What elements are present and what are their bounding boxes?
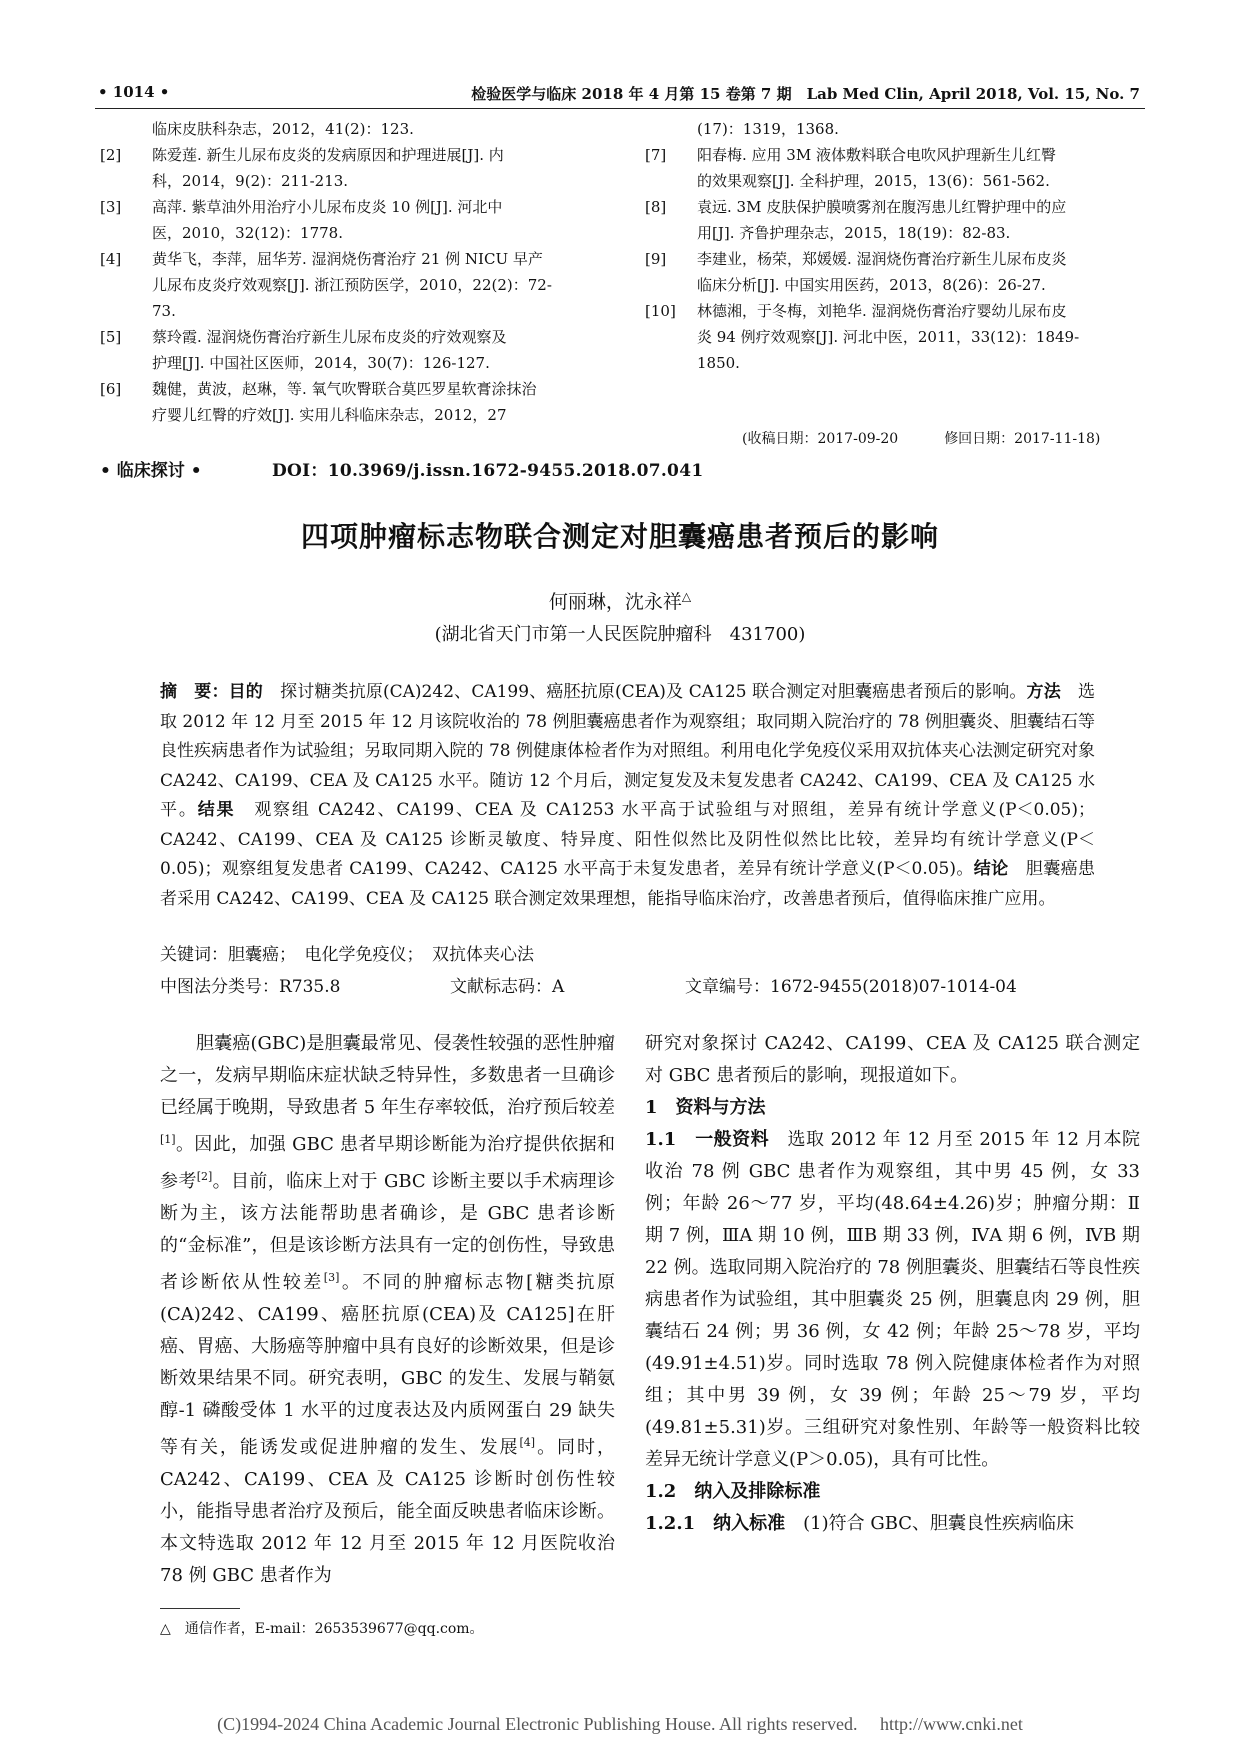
affiliation: (湖北省天门市第一人民医院肿瘤科 431700) <box>434 624 806 645</box>
reference-text: 阳春梅. 应用 3M 液体敷料联合电吹风护理新生儿红臀 <box>697 146 1056 164</box>
footnote <box>160 1618 484 1638</box>
reference-number <box>100 350 152 376</box>
reference-line <box>645 246 1145 272</box>
reference-number <box>100 298 152 324</box>
page-number: • 1014 • <box>98 83 170 101</box>
intro-text-2: 。因此，加强 GBC 患者早期诊断能为治疗提供依据和参考 <box>160 1134 615 1192</box>
conclusion-label: 结论 <box>973 859 1009 879</box>
references-right <box>645 116 1145 376</box>
reference-number: [2] <box>100 146 122 164</box>
footnote-mark: △ <box>160 1621 171 1637</box>
reference-number: [9] <box>645 250 667 268</box>
intro-text-4: 。不同的肿瘤标志物[糖类抗原(CA)242、CA199、癌胚抗原(CEA)及 CA125]在肝癌、胃癌、大肠癌等肿瘤中具有良好的诊断效果，但是诊断效果结果不同。研究表明，GBC 的发生、发展与鞘氨醇-1 磷酸受体 1 水平的过度表达及内质网蛋白 29 缺失等有关，能诱发或促进肿瘤的发生、发展 <box>160 1272 615 1458</box>
reference-line <box>100 298 620 324</box>
reference-text: 科，2014，9(2)：211-213. <box>152 172 349 190</box>
received-date: (收稿日期：2017-09-20 <box>742 431 899 447</box>
reference-line <box>645 220 1145 246</box>
body-left-column <box>160 1028 615 1592</box>
body-right-column <box>645 1028 1140 1540</box>
copyright-notice: (C)1994-2024 China Academic Journal Electronic Publishing House. All rights reserved. http://www.cnki.net <box>217 1714 1023 1734</box>
reference-text: 儿尿布皮炎疗效观察[J]. 浙江预防医学，2010，22(2)：72- <box>152 276 552 294</box>
reference-text: 1850. <box>697 354 740 372</box>
citation-3: [3] <box>323 1271 340 1284</box>
section-1-1-text: 选取 2012 年 12 月至 2015 年 12 月本院收治 78 例 GBC 患者作为观察组，其中男 45 例，女 33 例；年龄 26～77 岁，平均(48.64±4.26)岁；肿瘤分期：Ⅱ期 7 例，ⅢA 期 10 例，ⅢB 期 33 例，ⅣA 期 6 例，ⅣB 期 22 例。选取同期入院治疗的 78 例胆囊炎、胆囊结石等良性疾病患者作为试验组，其中胆囊炎 25 例，胆囊息肉 29 例，胆囊结石 24 例；男 36 例，女 42 例；年龄 25～78 岁，平均(49.91±4.51)岁。同时选取 78 例入院健康体检者作为对照组；其中男 39 例，女 39 例；年龄 25～79 岁，平均(49.81±5.31)岁。三组研究对象性别、年龄等一般资料比较差异无统计学意义(P＞0.05)，具有可比性。 <box>645 1129 1140 1470</box>
reference-line <box>645 168 1145 194</box>
reference-line <box>100 246 620 272</box>
reference-line <box>645 350 1145 376</box>
corresponding-mark: △ <box>681 589 692 604</box>
reference-text: 魏健，黄波，赵琳，等. 氧气吹臀联合莫匹罗星软膏涂抹治 <box>152 380 537 398</box>
reference-text: 的效果观察[J]. 全科护理，2015，13(6)：561-562. <box>697 172 1050 190</box>
results-label: 结果 <box>197 800 236 820</box>
reference-number: [10] <box>645 302 676 320</box>
column-label: • 临床探讨 • <box>100 461 202 481</box>
reference-line <box>645 142 1145 168</box>
reference-text: 用[J]. 齐鲁护理杂志，2015，18(19)：82-83. <box>697 224 1011 242</box>
reference-text: 蔡玲霞. 湿润烧伤膏治疗新生儿尿布皮炎的疗效观察及 <box>152 328 507 346</box>
reference-number <box>100 168 152 194</box>
authors <box>0 587 1240 614</box>
objective-label: 目的 <box>228 682 263 702</box>
reference-line <box>100 220 620 246</box>
reference-number: [6] <box>100 380 122 398</box>
reference-line <box>100 168 620 194</box>
reference-text: 临床皮肤科杂志，2012，41(2)：123. <box>152 120 414 138</box>
reference-number: [7] <box>645 146 667 164</box>
reference-text: 73. <box>152 302 176 320</box>
reference-text: 临床分析[J]. 中国实用医药，2013，8(26)：26-27. <box>697 276 1046 294</box>
intro-text-5: 。同时，CA242、CA199、CEA 及 CA125 诊断时创伤性较小，能指导患者治疗及预后，能全面反映患者临床诊断。本文特选取 2012 年 12 月至 2015 年 12 月医院收治 78 例 GBC 患者作为 <box>160 1437 616 1586</box>
reference-line <box>100 402 620 428</box>
article-title: 四项肿瘤标志物联合测定对胆囊癌患者预后的影响 <box>300 520 939 553</box>
section-1-2-1-heading: 1.2.1 纳入标准 <box>645 1513 786 1534</box>
reference-line <box>100 142 620 168</box>
classification-number: 中图法分类号：R735.8 <box>160 977 341 997</box>
section-1-2-heading: 1.2 纳入及排除标准 <box>645 1481 821 1502</box>
reference-number <box>100 402 152 428</box>
reference-line <box>100 324 620 350</box>
reference-line <box>100 350 620 376</box>
reference-text: 李建业，杨荣，郑媛媛. 湿润烧伤膏治疗新生儿尿布皮炎 <box>697 250 1067 268</box>
reference-number <box>645 220 697 246</box>
reference-number <box>100 272 152 298</box>
reference-number <box>100 220 152 246</box>
footnote-text: 通信作者，E-mail：2653539677@qq.com。 <box>170 1621 484 1637</box>
section-1-2-1 <box>645 1508 1140 1540</box>
reference-line <box>645 298 1145 324</box>
reference-number <box>100 116 152 142</box>
objective-text: 探讨糖类抗原(CA)242、CA199、癌胚抗原(CEA)及 CA125 联合测定对胆囊癌患者预后的影响。 <box>262 682 1027 702</box>
section-1-heading: 1 资料与方法 <box>645 1097 766 1118</box>
keywords: 关键词：胆囊癌； 电化学免疫仪； 双抗体夹心法 <box>160 945 534 965</box>
reference-text: 黄华飞，李萍，屈华芳. 湿润烧伤膏治疗 21 例 NICU 早产 <box>152 250 543 268</box>
intro-text-3: 。目前，临床上对于 GBC 诊断主要以手术病理诊断为主，该方法能帮助患者确诊，是 GBC 患者诊断的“金标准”，但是该诊断方法具有一定的创伤性，导致患者诊断依从性较差 <box>160 1171 615 1293</box>
article-number: 文章编号：1672-9455(2018)07-1014-04 <box>685 977 1017 997</box>
references-left <box>100 116 620 428</box>
reference-text: 医，2010，32(12)：1778. <box>152 224 343 242</box>
reference-number: [8] <box>645 198 667 216</box>
header-rule <box>95 108 1145 109</box>
methods-text: 选取 2012 年 12 月至 2015 年 12 月该院收治的 78 例胆囊癌患者作为观察组；取同期入院治疗的 78 例胆囊炎、胆囊结石等良性疾病患者作为试验组；另取同期入院的 78 例健康体检者作为对照组。利用电化学免疫仪采用双抗体夹心法测定研究对象 CA242、CA199、CEA 及 CA125 水平。随访 12 个月后，测定复发及未复发患者 CA242、CA199、CEA 及 CA125 水平。 <box>160 682 1096 820</box>
reference-text: (17)：1319，1368. <box>697 120 839 138</box>
results-text: 观察组 CA242、CA199、CEA 及 CA1253 水平高于试验组与对照组，差异有统计学意义(P＜0.05)；CA242、CA199、CEA 及 CA125 诊断灵敏度、特异度、阳性似然比及阴性似然比比较，差异均有统计学意义(P＜0.05)；观察组复发患者 CA199、CA242、CA125 水平高于未复发患者，差异有统计学意义(P＜0.05)。 <box>160 800 1096 879</box>
reference-line <box>645 116 1145 142</box>
intro-text-1: 胆囊癌(GBC)是胆囊最常见、侵袭性较强的恶性肿瘤之一，发病早期临床症状缺乏特异性，多数患者一旦确诊已经属于晚期，导致患者 5 年生存率较低，治疗预后较差 <box>160 1033 615 1118</box>
reference-number: [5] <box>100 328 122 346</box>
citation-4: [4] <box>519 1436 536 1449</box>
received-dates <box>742 428 1100 448</box>
abstract <box>160 678 1095 914</box>
document-code: 文献标志码：A <box>450 977 565 997</box>
reference-text: 袁远. 3M 皮肤保护膜喷雾剂在腹泻患儿红臀护理中的应 <box>697 198 1067 216</box>
reference-number <box>645 116 697 142</box>
intro-continuation: 研究对象探讨 CA242、CA199、CEA 及 CA125 联合测定对 GBC 患者预后的影响，现报道如下。 <box>645 1033 1140 1086</box>
reference-text: 炎 94 例疗效观察[J]. 河北中医，2011，33(12)：1849- <box>697 328 1080 346</box>
reference-line <box>100 194 620 220</box>
citation-2: [2] <box>196 1170 213 1183</box>
reference-text: 陈爱莲. 新生儿尿布皮炎的发病原因和护理进展[J]. 内 <box>152 146 504 164</box>
abstract-label: 摘 要： <box>160 682 229 702</box>
reference-text: 林德湘，于冬梅，刘艳华. 湿润烧伤膏治疗婴幼儿尿布皮 <box>697 302 1067 320</box>
journal-header: 检验医学与临床 2018 年 4 月第 15 卷第 7 期 Lab Med Clin, April 2018, Vol. 15, No. 7 <box>471 85 1140 103</box>
reference-text: 护理[J]. 中国社区医师，2014，30(7)：126-127. <box>152 354 490 372</box>
reference-number <box>645 324 697 350</box>
conclusion-text: 胆囊癌患者采用 CA242、CA199、CEA 及 CA125 联合测定效果理想，能指导临床治疗，改善患者预后，值得临床推广应用。 <box>160 859 1096 909</box>
reference-number <box>645 272 697 298</box>
reference-text: 高萍. 紫草油外用治疗小儿尿布皮炎 10 例[J]. 河北中 <box>152 198 503 216</box>
doi: DOI：10.3969/j.issn.1672-9455.2018.07.041 <box>272 461 704 481</box>
methods-label: 方法 <box>1026 682 1061 702</box>
author-names: 何丽琳，沈永祥 <box>548 591 682 613</box>
reference-line <box>100 376 620 402</box>
reference-line <box>100 116 620 142</box>
citation-1: [1] <box>160 1133 176 1146</box>
reference-number: [4] <box>100 250 122 268</box>
section-1-1 <box>645 1124 1140 1476</box>
section-1-2-1-text: (1)符合 GBC、胆囊良性疾病临床 <box>785 1513 1075 1534</box>
section-1-1-heading: 1.1 一般资料 <box>645 1129 770 1150</box>
reference-line <box>100 272 620 298</box>
reference-line <box>645 272 1145 298</box>
footnote-rule <box>160 1608 240 1609</box>
reference-text: 疗婴儿红臀的疗效[J]. 实用儿科临床杂志，2012，27 <box>152 406 507 424</box>
reference-number <box>645 350 697 376</box>
intro-paragraph <box>160 1028 615 1592</box>
reference-line <box>645 194 1145 220</box>
revised-date: 修回日期：2017-11-18) <box>944 431 1101 447</box>
reference-line <box>645 324 1145 350</box>
reference-number: [3] <box>100 198 122 216</box>
reference-number <box>645 168 697 194</box>
